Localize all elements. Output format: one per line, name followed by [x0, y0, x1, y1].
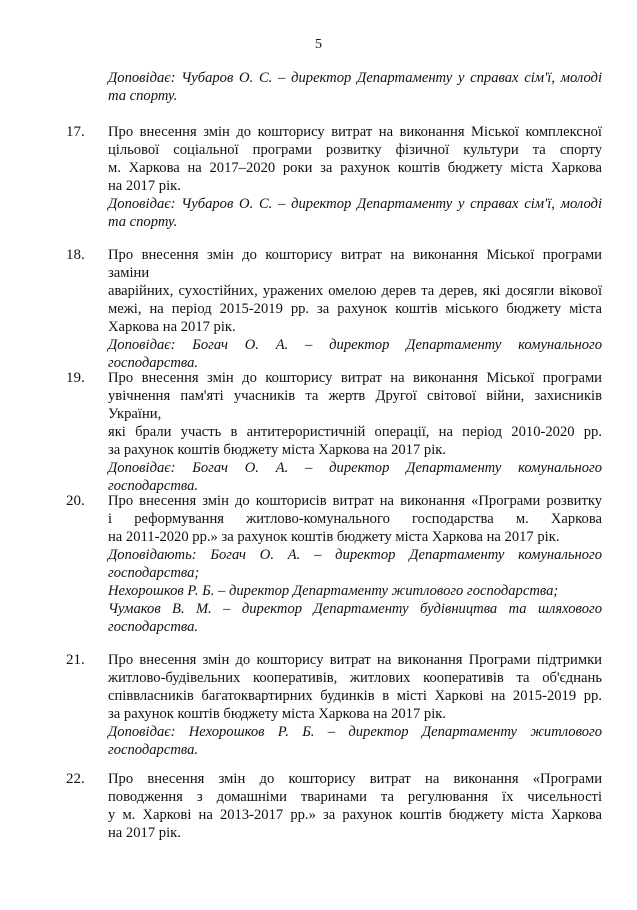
- item-text-line: Про внесення змін до кошторису витрат на виконання Міської комплексної: [108, 124, 602, 140]
- speaker-line: та спорту.: [108, 88, 178, 104]
- item-text-line: Про внесення змін до кошторисів витрат на виконання «Програми розвитку: [108, 493, 602, 509]
- item-text-line: Про внесення змін до кошторису витрат на виконання Програми підтримки: [108, 652, 602, 668]
- item-text-line: увічнення пам'яті учасників та жертв Другої світової війни, захисників України,: [108, 388, 602, 422]
- page-number: 5: [315, 37, 322, 52]
- speaker-line: Чумаков В. М. – директор Департаменту будівництва та шляхового: [108, 601, 602, 617]
- speaker-line: Доповідає: Чубаров О. С. – директор Департаменту у справах сім'ї, молоді: [108, 70, 602, 86]
- item-number: 19.: [66, 370, 85, 386]
- item-number: 22.: [66, 771, 85, 787]
- speaker-line: господарства;: [108, 565, 200, 581]
- item-text-line: за рахунок коштів бюджету міста Харкова на 2017 рік.: [108, 442, 447, 458]
- item-text-line: на 2017 рік.: [108, 825, 181, 841]
- speaker-line: та спорту.: [108, 214, 178, 230]
- item-text-line: на 2011-2020 рр.» за рахунок коштів бюджету міста Харкова на 2017 рік.: [108, 529, 560, 545]
- item-text-line: цільової соціальної програми розвитку фізичної культури та спорту: [108, 142, 602, 158]
- item-text-line: поводження з домашніми тваринами та регулювання їх чисельності: [108, 789, 602, 805]
- speaker-line: господарства.: [108, 742, 199, 758]
- item-text-line: співвласників багатоквартирних будинків в місті Харкові на 2015-2019 рр.: [108, 688, 602, 704]
- item-text-line: межі, на період 2015-2019 рр. за рахунок коштів міського бюджету міста: [108, 301, 602, 317]
- item-number: 18.: [66, 247, 85, 263]
- speaker-line: Доповідає: Чубаров О. С. – директор Департаменту у справах сім'ї, молоді: [108, 196, 602, 212]
- item-text-line: Про внесення змін до кошторису витрат на виконання Міської програми заміни: [108, 247, 602, 281]
- speaker-line: господарства.: [108, 355, 199, 371]
- item-text-line: за рахунок коштів бюджету міста Харкова на 2017 рік.: [108, 706, 447, 722]
- item-text-line: аварійних, сухостійних, уражених омелою дерев та дерев, які досягли вікової: [108, 283, 602, 299]
- item-text-line: у м. Харкові на 2013-2017 рр.» за рахунок коштів бюджету міста Харкова: [108, 807, 602, 823]
- speaker-line: господарства.: [108, 619, 199, 635]
- item-text-line: і реформування житлово-комунального господарства м. Харкова: [108, 511, 602, 527]
- speaker-line: Доповідає: Богач О. А. – директор Департаменту комунального: [108, 460, 602, 476]
- speaker-line: Доповідає: Нехорошков Р. Б. – директор Департаменту житлового: [108, 724, 602, 740]
- speaker-line: Доповідає: Богач О. А. – директор Департаменту комунального: [108, 337, 602, 353]
- item-text-line: житлово-будівельних кооперативів, житлових кооперативів та об'єднань: [108, 670, 602, 686]
- item-text-line: Харкова на 2017 рік.: [108, 319, 236, 335]
- item-text-line: які брали участь в антитерористичній операції, на період 2010-2020 рр.: [108, 424, 602, 440]
- speaker-line: Нехорошков Р. Б. – директор Департаменту житлового господарства;: [108, 583, 559, 599]
- item-number: 21.: [66, 652, 85, 668]
- speaker-line: Доповідають: Богач О. А. – директор Департаменту комунального: [108, 547, 602, 563]
- item-number: 17.: [66, 124, 85, 140]
- speaker-line: господарства.: [108, 478, 199, 494]
- item-text-line: м. Харкова на 2017–2020 роки за рахунок коштів бюджету міста Харкова: [108, 160, 602, 176]
- item-text-line: Про внесення змін до кошторису витрат на виконання Міської програми: [108, 370, 602, 386]
- item-text-line: Про внесення змін до кошторису витрат на виконання «Програми: [108, 771, 602, 787]
- item-number: 20.: [66, 493, 85, 509]
- item-text-line: на 2017 рік.: [108, 178, 181, 194]
